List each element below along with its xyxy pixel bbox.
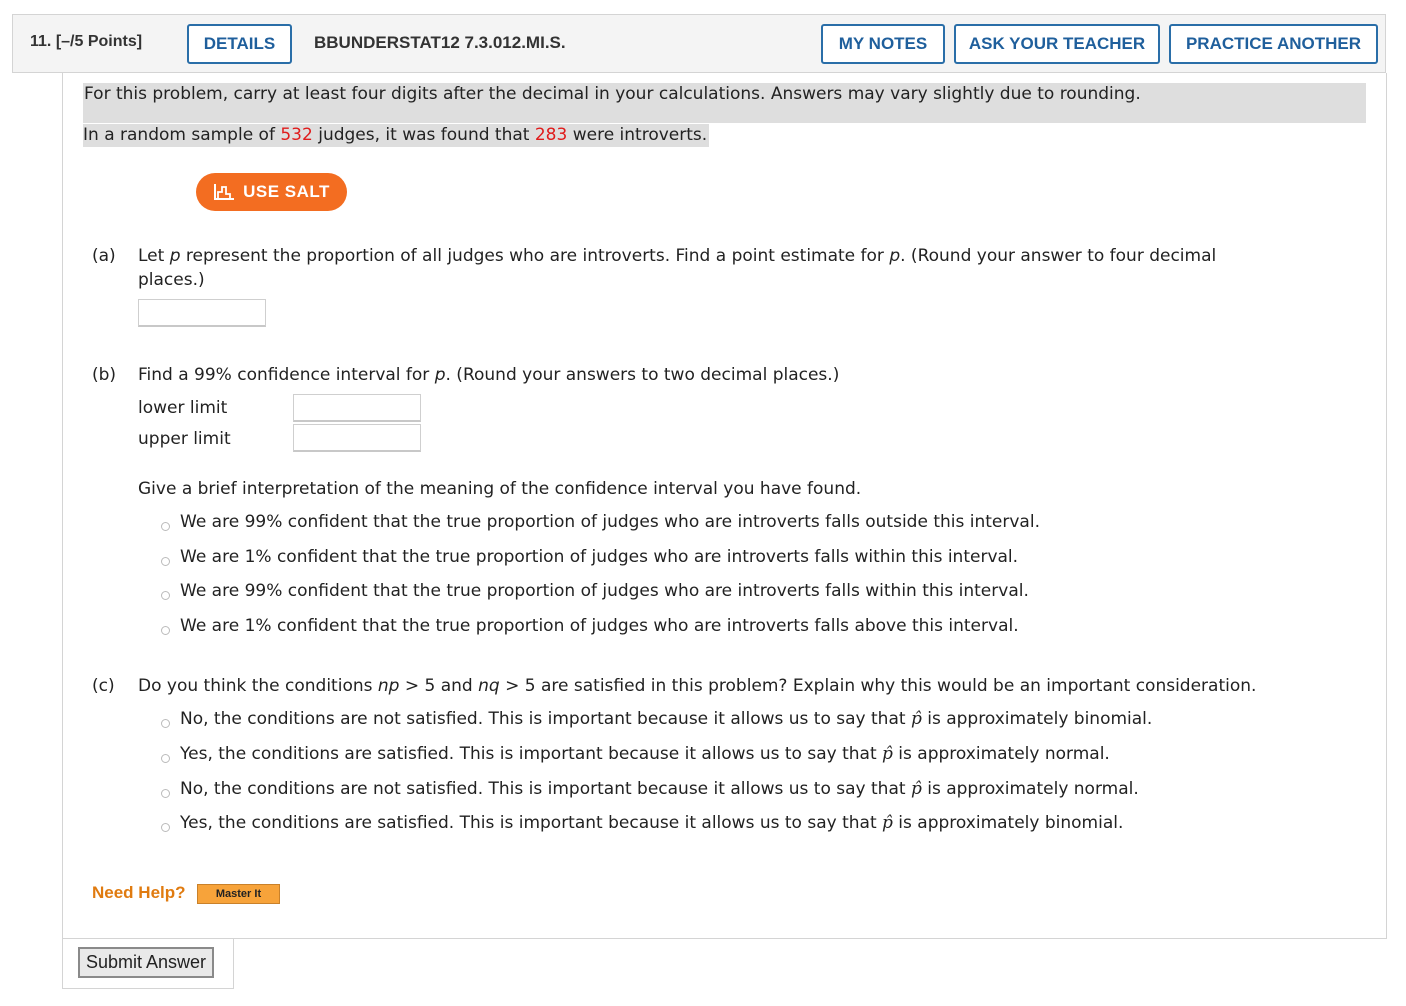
problem-intro: In a random sample of 532 judges, it was found that 283 were introverts. [83, 125, 708, 145]
option-b-2-text: We are 1% confident that the true proportion of judges who are introverts falls within this interval. [180, 547, 1019, 567]
part-b-marker: (b) [92, 365, 117, 385]
ask-teacher-button[interactable]: ASK YOUR TEACHER [954, 24, 1160, 64]
need-help-label: Need Help? [92, 883, 186, 902]
problem-code: BBUNDERSTAT12 7.3.012.MI.S. [314, 33, 566, 52]
option-c-1-text: No, the conditions are not satisfied. This is important because it allows us to say that p̂ is approximately binomial. [180, 709, 1153, 729]
radio-c-option-2[interactable] [161, 754, 170, 763]
master-it-button[interactable]: Master It [197, 884, 280, 904]
part-a-marker: (a) [92, 246, 116, 266]
lower-limit-label: lower limit [138, 398, 228, 418]
my-notes-button[interactable]: MY NOTES [821, 24, 945, 64]
part-a-question: Let p represent the proportion of all judges who are introverts. Find a point estimate for p. (Round your answer to four decimal places.) [138, 246, 1217, 290]
interpretation-prompt: Give a brief interpretation of the meaning of the confidence interval you have found. [138, 479, 862, 499]
radio-b-option-3[interactable] [161, 591, 170, 600]
lower-limit-input[interactable] [293, 394, 421, 422]
sample-size-value: 532 [280, 125, 313, 145]
instructions-note: For this problem, carry at least four digits after the decimal in your calculations. Answers may vary slightly due to rounding. [83, 83, 1366, 123]
radio-c-option-1[interactable] [161, 719, 170, 728]
use-salt-button[interactable]: USE SALT [196, 173, 347, 211]
part-c-question: Do you think the conditions np > 5 and nq > 5 are satisfied in this problem? Explain why this would be an important consideration. [138, 676, 1257, 696]
upper-limit-input[interactable] [293, 424, 421, 452]
salt-chart-icon [213, 183, 235, 201]
introvert-count-value: 283 [534, 125, 568, 145]
part-b-question: Find a 99% confidence interval for p. (Round your answers to two decimal places.) [138, 365, 840, 385]
option-b-4-text: We are 1% confident that the true proportion of judges who are introverts falls above this interval. [180, 616, 1019, 636]
option-b-1-text: We are 99% confident that the true proportion of judges who are introverts falls outside this interval. [180, 512, 1040, 532]
radio-b-option-2[interactable] [161, 557, 170, 566]
option-c-2-text: Yes, the conditions are satisfied. This is important because it allows us to say that p̂ is approximately normal. [180, 744, 1110, 764]
submit-answer-button[interactable]: Submit Answer [78, 947, 214, 978]
option-b-3-text: We are 99% confident that the true proportion of judges who are introverts falls within this interval. [180, 581, 1029, 601]
details-button[interactable]: DETAILS [187, 24, 292, 64]
question-header [12, 14, 1386, 73]
practice-another-button[interactable]: PRACTICE ANOTHER [1169, 24, 1378, 64]
points-label: [–/5 Points] [55, 33, 143, 50]
upper-limit-label: upper limit [138, 429, 231, 449]
point-estimate-input[interactable] [138, 299, 266, 327]
radio-c-option-4[interactable] [161, 823, 170, 832]
option-c-4-text: Yes, the conditions are satisfied. This is important because it allows us to say that p̂ is approximately binomial. [180, 813, 1124, 833]
radio-c-option-3[interactable] [161, 789, 170, 798]
part-c-marker: (c) [92, 676, 115, 696]
radio-b-option-1[interactable] [161, 522, 170, 531]
radio-b-option-4[interactable] [161, 626, 170, 635]
option-c-3-text: No, the conditions are not satisfied. This is important because it allows us to say that p̂ is approximately normal. [180, 779, 1139, 799]
question-number: 11. [–/5 Points] [30, 33, 143, 50]
